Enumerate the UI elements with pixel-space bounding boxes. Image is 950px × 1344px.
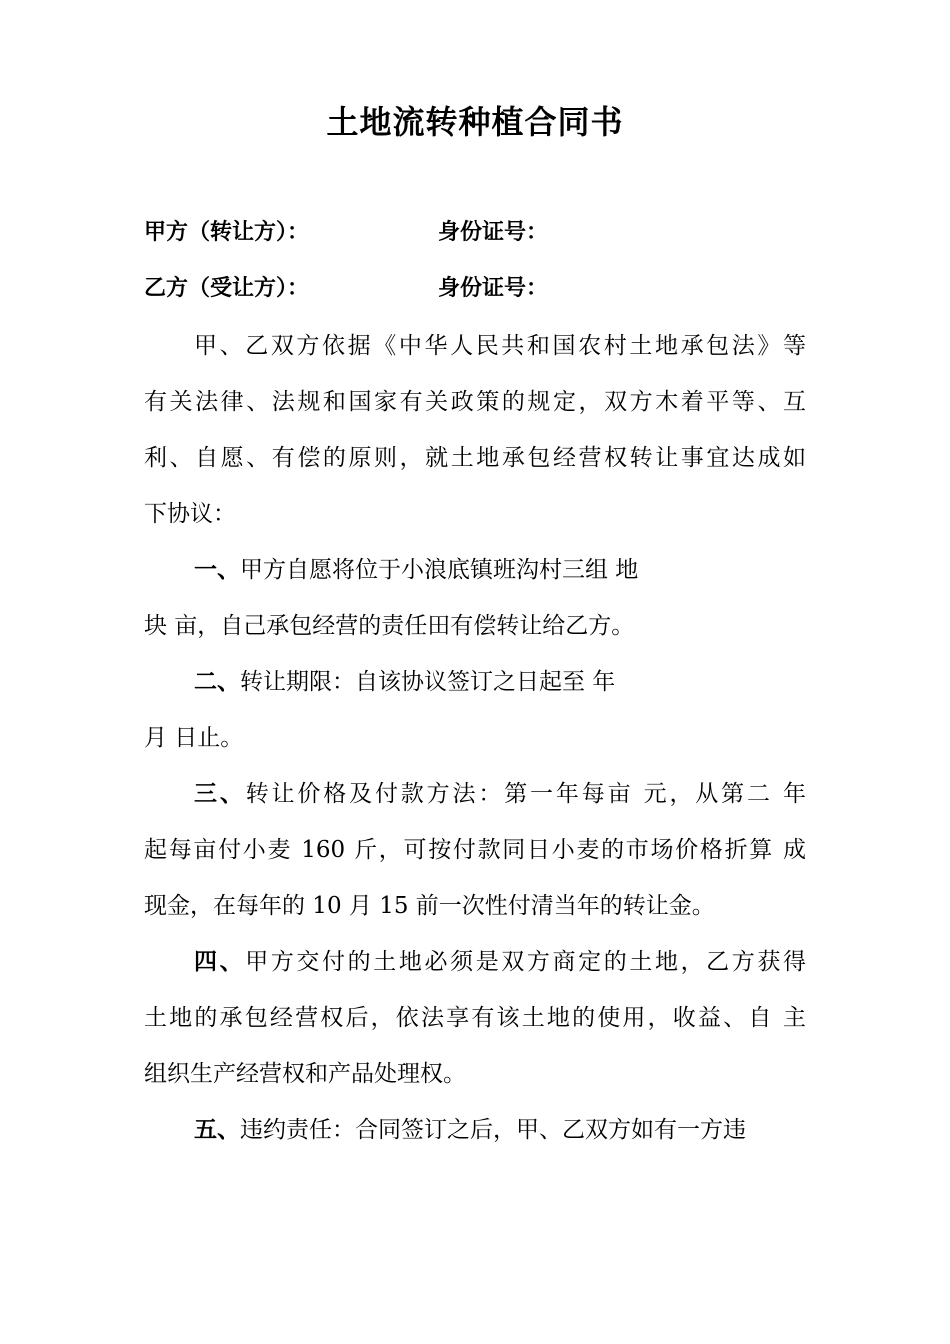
party-b-id-label: 身份证号： [438, 276, 549, 301]
party-a-id-label: 身份证号： [438, 220, 549, 245]
intro-line-1: 甲、乙双方依据《中华人民共和国农村土地承包法》等 [194, 333, 806, 359]
intro-line-4: 下协议： [144, 501, 236, 527]
clause-2-text-1: 转让期限：自该协议签订之日起至 年 [240, 669, 616, 695]
clause-4-number: 四、 [194, 949, 246, 975]
clause-3-line-3: 现金，在每年的 10 月 15 前一次性付清当年的转让金。 [144, 893, 715, 919]
clause-4-text-1: 甲方交付的土地必须是双方商定的土地，乙方获得 [245, 949, 807, 975]
clause-4-line-1 [194, 945, 806, 979]
clause-3-text-1: 转让价格及付款方法：第一年每亩 元，从第二 年 [245, 781, 807, 807]
clause-4-line-3: 组织生产经营权和产品处理权。 [144, 1061, 466, 1087]
party-a-row [144, 217, 549, 249]
clause-3-number: 三、 [194, 781, 246, 807]
clause-1-text-1: 甲方自愿将位于小浪底镇班沟村三组 地 [240, 557, 639, 583]
party-a-label: 甲方（转让方）： [144, 220, 310, 245]
clause-5-text-1: 违约责任：合同签订之后，甲、乙双方如有一方违 [240, 1117, 746, 1143]
clause-4-line-2: 土地的承包经营权后，依法享有该土地的使用，收益、自 主 [144, 1005, 806, 1031]
intro-line-2: 有关法律、法规和国家有关政策的规定，双方木着平等、互 [144, 389, 806, 415]
clause-2-line-2: 月 日止。 [144, 725, 244, 751]
clause-5-line-1 [194, 1113, 746, 1147]
clause-1-line-2: 块 亩，自己承包经营的责任田有偿转让给乙方。 [144, 613, 635, 639]
party-b-label: 乙方（受让方）： [144, 276, 310, 301]
clause-2-line-1 [194, 665, 615, 699]
party-b-row [144, 273, 549, 305]
intro-line-3: 利、自愿、有偿的原则，就土地承包经营权转让事宜达成如 [144, 445, 806, 471]
clause-3-line-1 [194, 777, 806, 811]
clause-2-number: 二、 [194, 669, 240, 695]
clause-5-number: 五、 [194, 1117, 240, 1143]
clause-1-number: 一、 [194, 557, 240, 583]
clause-1-line-1 [194, 553, 638, 587]
clause-3-line-2: 起每亩付小麦 160 斤，可按付款同日小麦的市场价格折算 成 [144, 837, 806, 863]
document-title: 土地流转种植合同书 [326, 103, 624, 141]
